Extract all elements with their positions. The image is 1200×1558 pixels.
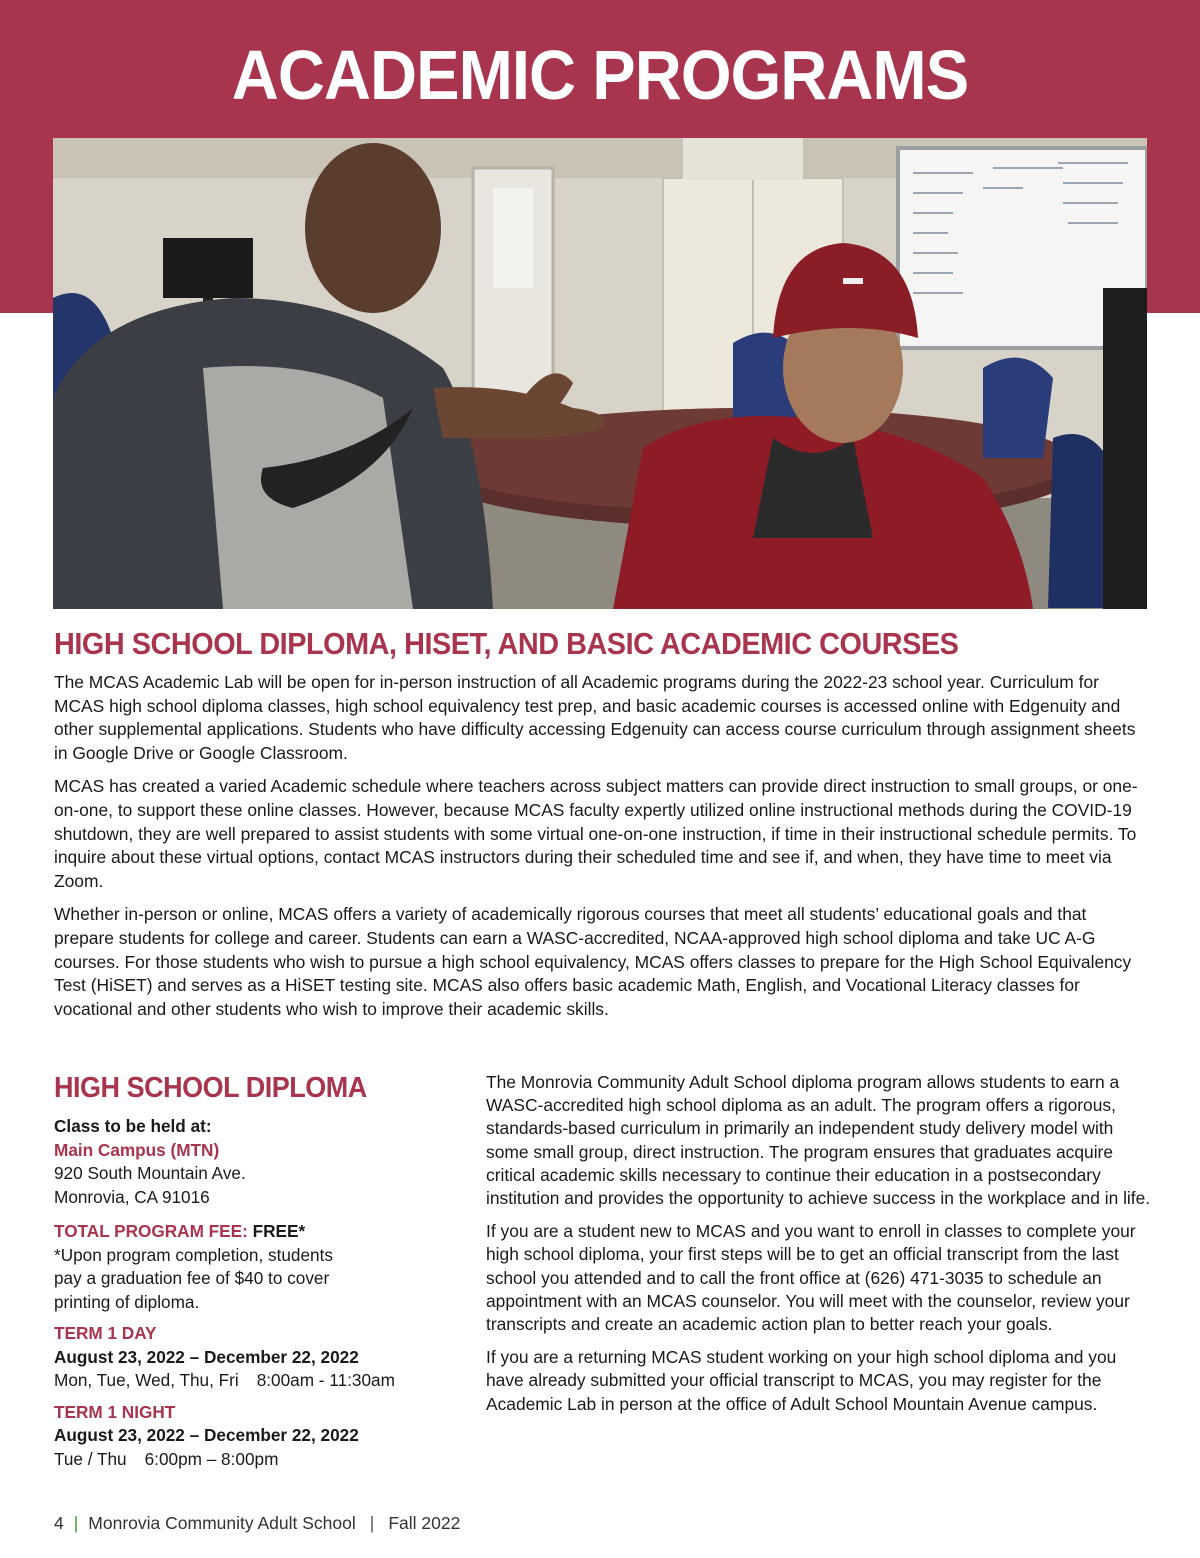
footer-school: Monrovia Community Adult School: [88, 1513, 356, 1533]
diploma-description: [486, 1071, 1151, 1426]
term-dates: August 23, 2022 – December 22, 2022: [54, 1425, 359, 1445]
term-schedule: [54, 1448, 464, 1472]
footer-term: Fall 2022: [388, 1513, 461, 1533]
section-heading-diploma: HIGH SCHOOL DIPLOMA: [54, 1072, 367, 1104]
fee-note: *Upon program completion, students: [54, 1244, 333, 1265]
term-dates: August 23, 2022 – December 22, 2022: [54, 1346, 359, 1367]
campus-name: Main Campus (MTN): [54, 1139, 220, 1160]
program-fee: [54, 1220, 464, 1244]
page-number: 4: [54, 1513, 64, 1533]
term-days: Tue / Thu: [54, 1448, 127, 1469]
section-heading-main: HIGH SCHOOL DIPLOMA, HISET, AND BASIC ACADEMIC COURSES: [54, 626, 959, 661]
term-time: 6:00pm – 8:00pm: [144, 1448, 279, 1469]
fee-label: TOTAL PROGRAM FEE:: [54, 1221, 248, 1241]
diploma-details: [54, 1072, 464, 1471]
intro-paragraph: MCAS has created a varied Academic schedule where teachers across subject matters can provide direct instruction to small groups, or one-on-one, to support these online classes. However, because MCAS faculty expertly utilized online instructional methods during the COVID-19 shutdown, they are well prepared to assist students with some virtual one-on-one instruction, if time in their instructional schedule permits. To inquire about these virtual options, contact MCAS instructors during their scheduled time and see if, and when, they have time to meet via Zoom.: [54, 776, 1138, 891]
term-days: Mon, Tue, Wed, Thu, Fri: [54, 1370, 239, 1390]
class-location-label: Class to be held at:: [54, 1116, 212, 1136]
term-label: TERM 1 NIGHT: [54, 1401, 176, 1422]
page-footer: [54, 1513, 460, 1534]
term-label: TERM 1 DAY: [54, 1323, 157, 1343]
page-title: ACADEMIC PROGRAMS: [231, 36, 969, 114]
fee-note: printing of diploma.: [54, 1291, 200, 1312]
classroom-photo: [53, 138, 1147, 609]
description-paragraph: If you are a returning MCAS student working on your high school diploma and you have already submitted your official transcript to MCAS, you may register for the Academic Lab in person at the office of Adult School Mountain Avenue campus.: [486, 1347, 1117, 1414]
footer-separator: |: [73, 1513, 79, 1533]
fee-value: FREE*: [252, 1221, 306, 1241]
intro-paragraph: The MCAS Academic Lab will be open for in-person instruction of all Academic programs during the 2022-23 school year. Curriculum for MCAS high school diploma classes, high school equivalency test prep, and basic academic courses is accessed online with Edgenuity and other supplemental applications. Students who have difficulty accessing Edgenuity can access course curriculum through assignment sheets in Google Drive or Google Classroom.: [54, 672, 1136, 763]
description-paragraph: If you are a student new to MCAS and you want to enroll in classes to complete your high school diploma, your first steps will be to get an official transcript from the last school you attended and to call the front office at (626) 471-3035 to schedule an appointment with an MCAS counselor. You will meet with the counselor, review your transcripts and create an academic action plan to better reach your goals.: [486, 1221, 1136, 1335]
term-time: 8:00am - 11:30am: [256, 1370, 395, 1390]
fee-note: pay a graduation fee of $40 to cover: [54, 1268, 330, 1288]
intro-text: [54, 671, 1149, 1031]
term-schedule: [54, 1369, 464, 1393]
description-paragraph: The Monrovia Community Adult School diploma program allows students to earn a WASC-accredited high school diploma as an adult. The program offers a rigorous, standards-based curriculum in primarily an independent study delivery model with some small group, direct instruction. The program ensures that graduates acquire critical academic skills necessary to continue their education in a postsecondary institution and provides the opportunity to achieve success in the workplace and in life.: [486, 1072, 1151, 1209]
address-line: Monrovia, CA 91016: [54, 1186, 210, 1207]
footer-separator: |: [369, 1513, 375, 1533]
address-line: 920 South Mountain Ave.: [54, 1163, 246, 1183]
intro-paragraph: Whether in-person or online, MCAS offers a variety of academically rigorous courses that meet all students’ educational goals and that prepare students for college and career. Students can earn a WASC-accredited, NCAA-approved high school diploma and take UC A-G courses. For those students who wish to pursue a high school equivalency, MCAS offers classes to prepare for the High School Equivalency Test (HiSET) and serves as a HiSET testing site. MCAS also offers basic academic Math, English, and Vocational Literacy classes for vocational and other students who wish to improve their academic skills.: [54, 904, 1132, 1019]
classroom-photo-illustration: [53, 138, 1147, 609]
